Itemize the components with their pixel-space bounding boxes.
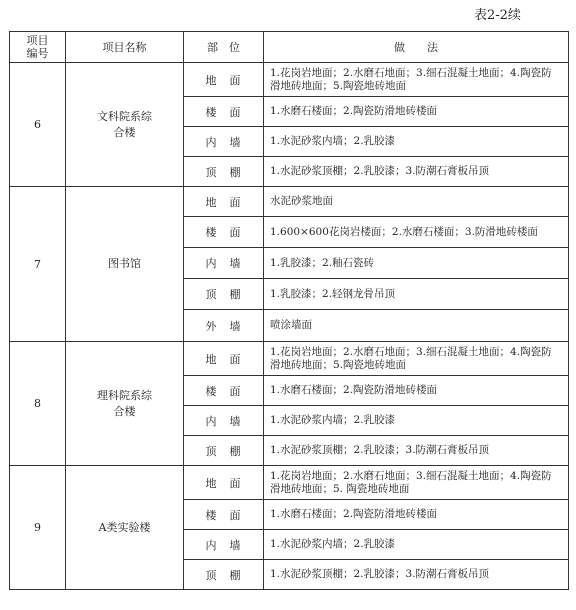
part-cell: 顶 棚 (184, 560, 264, 590)
header-part: 部 位 (184, 32, 264, 63)
method-cell: 1.水泥砂浆顶棚；2.乳胶漆；3.防潮石膏板吊顶 (264, 157, 569, 187)
project-name (66, 466, 184, 590)
part-cell: 楼 面 (184, 376, 264, 406)
method-cell: 1.600×600花岗岩楼面；2.水磨石楼面；3.防滑地砖楼面 (264, 217, 569, 248)
project-name-text: 图书馆 (108, 257, 141, 270)
project-number: 6 (10, 63, 66, 187)
method-cell: 喷涂墙面 (264, 310, 569, 342)
header-project-no: 项目编号 (10, 32, 66, 63)
method-cell: 1.花岗岩地面；2.水磨石地面；3.细石混凝土地面；4.陶瓷防滑地砖地面；5. 陶瓷地砖地面 (264, 466, 569, 500)
header-method: 做 法 (264, 32, 569, 63)
part-cell: 内 墙 (184, 406, 264, 436)
method-cell: 1.水泥砂浆内墙；2.乳胶漆 (264, 406, 569, 436)
method-cell: 水泥砂浆地面 (264, 187, 569, 217)
part-cell: 内 墙 (184, 127, 264, 157)
header-row (10, 32, 569, 63)
header-project-name: 项目名称 (66, 32, 184, 63)
project-name-text: 理科院系综合楼 (97, 388, 152, 418)
part-cell: 外 墙 (184, 310, 264, 342)
part-cell: 楼 面 (184, 217, 264, 248)
table-body (10, 63, 569, 590)
table-row (10, 466, 569, 500)
part-cell: 楼 面 (184, 500, 264, 530)
part-cell: 地 面 (184, 63, 264, 97)
part-cell: 地 面 (184, 342, 264, 376)
method-cell: 1.水泥砂浆顶棚；2.乳胶漆；3.防潮石膏板吊顶 (264, 560, 569, 590)
part-cell: 顶 棚 (184, 436, 264, 466)
part-cell: 楼 面 (184, 97, 264, 127)
project-number: 8 (10, 342, 66, 466)
part-cell: 地 面 (184, 466, 264, 500)
method-cell: 1.水磨石楼面；2.陶瓷防滑地砖楼面 (264, 97, 569, 127)
method-cell: 1.水泥砂浆顶棚；2.乳胶漆；3.防潮石膏板吊顶 (264, 436, 569, 466)
project-name-text: A类实验楼 (98, 520, 151, 534)
table-row (10, 187, 569, 217)
method-cell: 1.乳胶漆；2.釉石瓷砖 (264, 248, 569, 279)
finishing-spec-table (9, 31, 569, 590)
method-cell: 1.水磨石楼面；2.陶瓷防滑地砖楼面 (264, 500, 569, 530)
part-cell: 地 面 (184, 187, 264, 217)
table-caption: 表2-2续 (474, 8, 521, 23)
project-number: 9 (10, 466, 66, 590)
part-cell: 内 墙 (184, 530, 264, 560)
method-cell: 1.乳胶漆；2.轻钢龙骨吊顶 (264, 279, 569, 310)
table-row (10, 63, 569, 97)
project-name (66, 63, 184, 187)
method-cell: 1.水泥砂浆内墙；2.乳胶漆 (264, 530, 569, 560)
project-name (66, 187, 184, 342)
project-name-text: 文科院系综合楼 (97, 109, 152, 139)
table-row (10, 342, 569, 376)
method-cell: 1.水磨石楼面；2.陶瓷防滑地砖楼面 (264, 376, 569, 406)
part-cell: 内 墙 (184, 248, 264, 279)
part-cell: 顶 棚 (184, 279, 264, 310)
method-cell: 1.花岗岩地面；2.水磨石地面；3.细石混凝土地面；4.陶瓷防滑地砖地面；5.陶瓷地砖地面 (264, 342, 569, 376)
method-cell: 1.水泥砂浆内墙；2.乳胶漆 (264, 127, 569, 157)
part-cell: 顶 棚 (184, 157, 264, 187)
project-name (66, 342, 184, 466)
method-cell: 1.花岗岩地面；2.水磨石地面；3.细石混凝土地面；4.陶瓷防滑地砖地面；5.陶瓷地砖地面 (264, 63, 569, 97)
project-number: 7 (10, 187, 66, 342)
